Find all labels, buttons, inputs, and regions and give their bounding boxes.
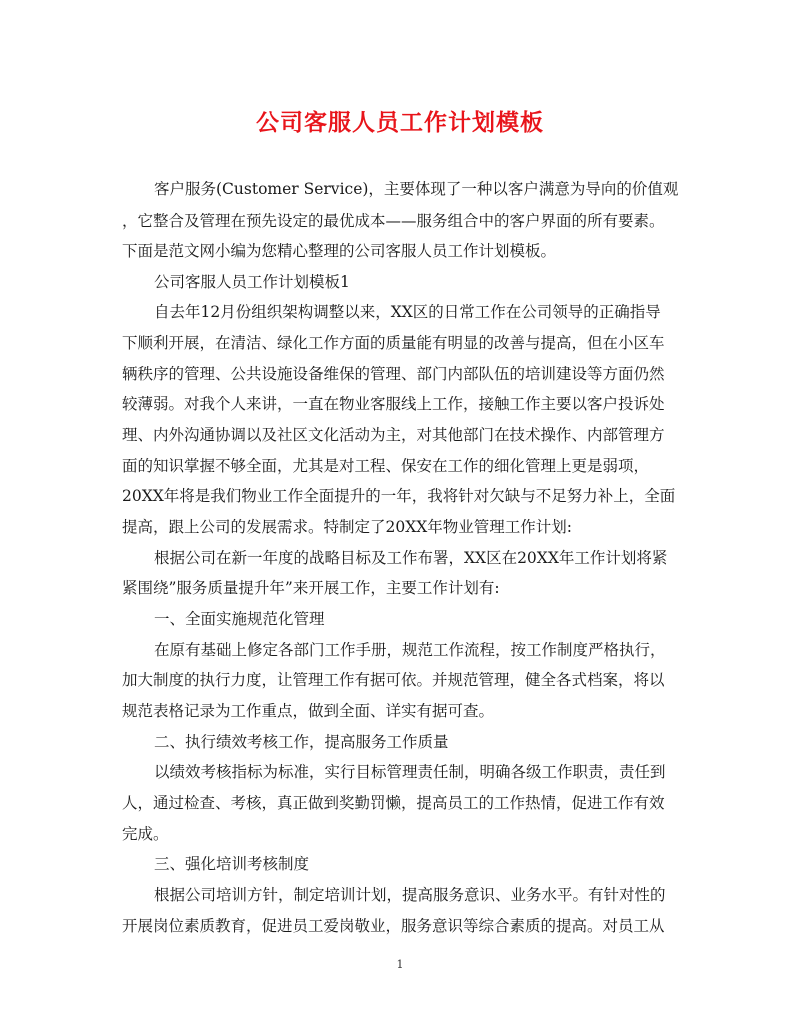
body-line: 理、内外沟通协调以及社区文化活动为主，对其他部门在技术操作、内部管理方 [122, 426, 665, 444]
body-line: 在原有基础上修定各部门工作手册，规范工作流程，按工作制度严格执行， [154, 641, 666, 659]
body-line: 提高，跟上公司的发展需求。特制定了20XX年物业管理工作计划: [122, 518, 573, 536]
body-line: 20XX年将是我们物业工作全面提升的一年，我将针对欠缺与不足努力补上，全面 [122, 487, 676, 505]
body-line: 根据公司在新一年度的战略目标及工作布署，XX区在20XX年工作计划将紧 [154, 549, 668, 567]
body-line: 下面是范文网小编为您精心整理的公司客服人员工作计划模板。 [122, 242, 557, 260]
body-line: 开展岗位素质教育，促进员工爱岗敬业，服务意识等综合素质的提高。对员工从 [122, 917, 665, 935]
body-line: 完成。 [122, 825, 169, 843]
body-line: 人，通过检查、考核，真正做到奖勤罚懒，提高员工的工作热情，促进工作有效 [122, 794, 665, 812]
body-line: 较薄弱。对我个人来讲，一直在物业客服线上工作，接触工作主要以客户投诉处 [122, 395, 665, 413]
body-line: 紧围绕”服务质量提升年”来开展工作，主要工作计划有: [122, 579, 500, 597]
body-line: 加大制度的执行力度，让管理工作有据可依。并规范管理，健全各式档案，将以 [122, 671, 665, 689]
body-line: 以绩效考核指标为标准，实行目标管理责任制，明确各级工作职责，责任到 [154, 763, 666, 781]
body-line: 自去年12月份组织架构调整以来，XX区的日常工作在公司领导的正确指导 [154, 303, 661, 321]
body-line: 规范表格记录为工作重点，做到全面、详实有据可查。 [122, 702, 495, 720]
body-line: 下顺利开展，在清洁、绿化工作方面的质量能有明显的改善与提高，但在小区车 [122, 334, 665, 352]
body-line: 辆秩序的管理、公共设施设备维保的管理、部门内部队伍的培训建设等方面仍然 [122, 365, 665, 383]
body-line: 面的知识掌握不够全面，尤其是对工程、保安在工作的细化管理上更是弱项， [122, 457, 650, 475]
body-line: ，它整合及管理在预先设定的最优成本——服务组合中的客户界面的所有要素。 [122, 212, 665, 230]
document-title: 公司客服人员工作计划模板 [256, 109, 544, 136]
body-line: 客户服务(Customer Service)，主要体现了一种以客户满意为导向的价值观 [154, 180, 679, 198]
section-heading: 二、执行绩效考核工作，提高服务工作质量 [154, 733, 449, 751]
section-heading: 三、强化培训考核制度 [154, 855, 310, 873]
section-heading: 公司客服人员工作计划模板1 [154, 273, 350, 291]
section-heading: 一、全面实施规范化管理 [154, 610, 325, 628]
body-line: 根据公司培训方针，制定培训计划，提高服务意识、业务水平。有针对性的 [154, 886, 666, 904]
page-number: 1 [396, 958, 404, 971]
